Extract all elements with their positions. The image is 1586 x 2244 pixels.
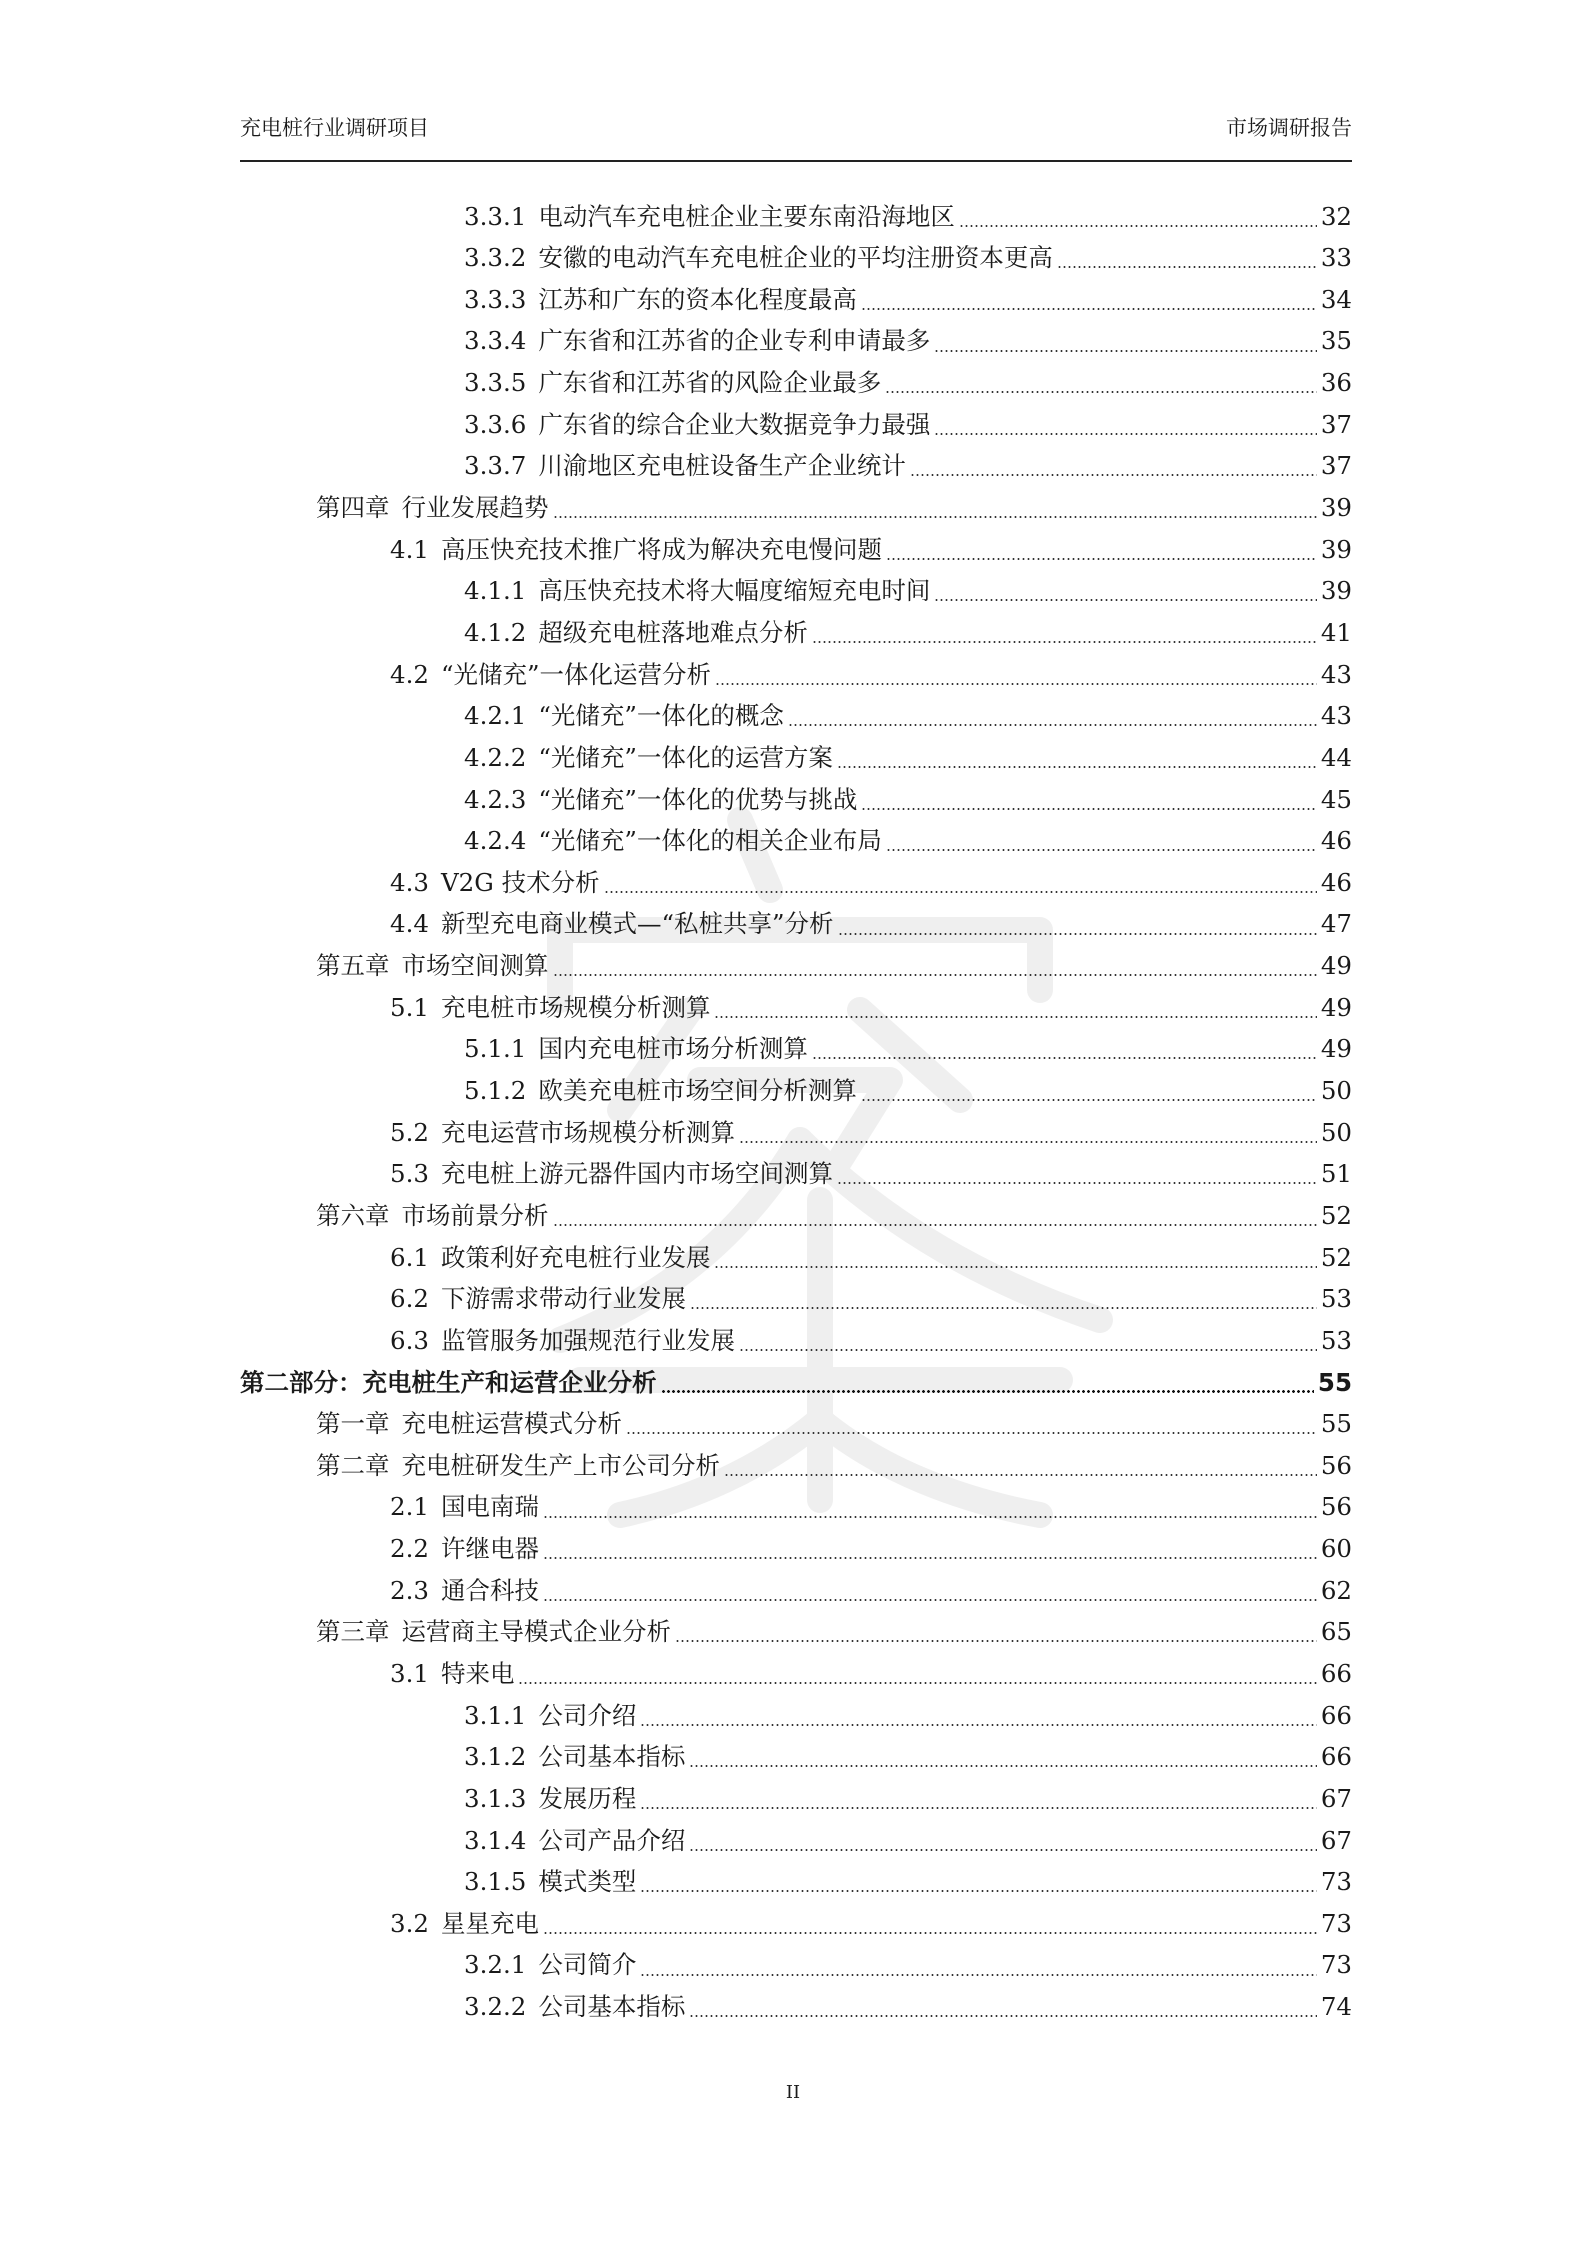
toc-entry-title: [464, 1034, 808, 1064]
toc-entry-number: 3.1.3: [464, 1783, 527, 1813]
toc-entry-page: 66: [1320, 1700, 1352, 1730]
toc-dot-leader: [640, 1724, 1316, 1726]
toc-entry-title: [240, 1367, 657, 1397]
toc-entry-title: [464, 617, 808, 647]
toc-entry-number: 4.3: [390, 867, 429, 897]
toc-entry-page: 45: [1320, 784, 1352, 814]
toc-entry-text: “光储充”一体化的概念: [538, 701, 784, 731]
toc-entry-page: 37: [1320, 451, 1352, 481]
toc-dot-leader: [812, 1057, 1317, 1059]
toc-entry[interactable]: [240, 1612, 1352, 1654]
toc-entry-text: 发展历程: [538, 1783, 637, 1813]
toc-entry[interactable]: [240, 238, 1352, 280]
toc-entry-text: 行业发展趋势: [401, 493, 549, 523]
toc-entry-number: 3.1.5: [464, 1867, 527, 1897]
toc-entry[interactable]: [240, 1945, 1352, 1987]
toc-entry-number: 3.3.5: [464, 368, 527, 398]
header-report-type: 市场调研报告: [1226, 116, 1352, 140]
toc-dot-leader: [714, 1266, 1316, 1268]
toc-entry-text: 许继电器: [440, 1534, 539, 1564]
toc-dot-leader: [543, 1599, 1317, 1601]
toc-entry-page: 55: [1317, 1367, 1352, 1397]
toc-entry-title: [390, 1534, 539, 1564]
toc-entry-number: 第四章: [316, 493, 390, 523]
toc-entry-title: [390, 1325, 735, 1355]
toc-entry-text: 充电桩运营模式分析: [401, 1409, 622, 1439]
toc-entry-number: 4.2.2: [464, 742, 527, 772]
toc-entry-text: 广东省的综合企业大数据竞争力最强: [538, 409, 931, 439]
toc-entry-text: 国内充电桩市场分析测算: [538, 1034, 808, 1064]
toc-entry-text: 公司简介: [538, 1950, 637, 1980]
toc-entry-number: 4.2: [390, 659, 429, 689]
toc-dot-leader: [724, 1474, 1317, 1476]
toc-entry-page: 41: [1320, 617, 1352, 647]
toc-entry-title: [464, 826, 882, 856]
toc-dot-leader: [837, 1182, 1317, 1184]
toc-entry-page: 34: [1320, 284, 1352, 314]
toc-entry-title: [464, 451, 906, 481]
toc-entry-number: 2.3: [390, 1575, 429, 1605]
toc-dot-leader: [543, 1516, 1317, 1518]
toc-entry-text: V2G 技术分析: [440, 867, 600, 897]
toc-dot-leader: [1057, 266, 1317, 268]
toc-entry-title: [464, 576, 931, 606]
toc-entry-page: 50: [1320, 1076, 1352, 1106]
toc-entry-page: 52: [1320, 1242, 1352, 1272]
toc-entry-text: 欧美充电桩市场空间分析测算: [538, 1076, 857, 1106]
toc-entry-page: 62: [1320, 1575, 1352, 1605]
toc-entry-page: 44: [1320, 742, 1352, 772]
toc-entry-text: 广东省和江苏省的企业专利申请最多: [538, 326, 931, 356]
toc-entry-title: [390, 909, 834, 939]
toc-entry-text: 电动汽车充电桩企业主要东南沿海地区: [538, 201, 955, 231]
toc-entry-text: 第二部分：充电桩生产和运营企业分析: [240, 1367, 657, 1397]
toc-entry-page: 39: [1320, 576, 1352, 606]
toc-entry-title: [390, 1575, 539, 1605]
toc-entry-text: 运营商主导模式企业分析: [401, 1617, 671, 1647]
toc-entry-text: 市场空间测算: [401, 951, 549, 981]
toc-entry[interactable]: [240, 612, 1352, 654]
toc-dot-leader: [861, 808, 1316, 810]
toc-dot-leader: [739, 1349, 1317, 1351]
toc-entry-title: [464, 1700, 637, 1730]
toc-entry[interactable]: [240, 363, 1352, 405]
toc-entry-title: [464, 1950, 637, 1980]
toc-entry-page: 36: [1320, 368, 1352, 398]
toc-dot-leader: [543, 1932, 1317, 1934]
toc-dot-leader: [838, 933, 1317, 935]
toc-entry-page: 46: [1320, 867, 1352, 897]
toc-entry[interactable]: [240, 1695, 1352, 1737]
toc-entry-text: 下游需求带动行业发展: [440, 1284, 686, 1314]
toc-entry-text: 模式类型: [538, 1867, 637, 1897]
toc-entry[interactable]: [240, 987, 1352, 1029]
toc-entry-title: [464, 1867, 637, 1897]
toc-entry-number: 3.3.2: [464, 243, 527, 273]
toc-entry-title: [464, 201, 955, 231]
toc-dot-leader: [934, 599, 1316, 601]
page-header: [240, 108, 1352, 162]
toc-entry-title: [464, 1783, 637, 1813]
toc-entry-number: 3.1.2: [464, 1742, 527, 1772]
toc-entry-number: 5.1.2: [464, 1076, 527, 1106]
toc-entry[interactable]: [240, 279, 1352, 321]
toc-dot-leader: [861, 308, 1317, 310]
toc-entry-title: [316, 1200, 549, 1230]
toc-entry-text: 江苏和广东的资本化程度最高: [538, 284, 857, 314]
toc-entry-number: 4.4: [390, 909, 429, 939]
toc-entry-title: [464, 784, 858, 814]
toc-entry-number: 3.1.1: [464, 1700, 527, 1730]
toc-entry-page: 43: [1320, 659, 1352, 689]
toc-entry[interactable]: [240, 654, 1352, 696]
toc-entry[interactable]: [240, 821, 1352, 863]
toc-dot-leader: [934, 433, 1316, 435]
toc-dot-leader: [689, 1765, 1316, 1767]
toc-dot-leader: [714, 1016, 1316, 1018]
toc-dot-leader: [640, 1890, 1316, 1892]
toc-dot-leader: [553, 516, 1317, 518]
toc-entry-number: 5.1.1: [464, 1034, 527, 1064]
toc-entry-number: 3.3.4: [464, 326, 527, 356]
toc-entry-number: 3.3.1: [464, 201, 527, 231]
toc-entry-page: 73: [1320, 1950, 1352, 1980]
toc-entry[interactable]: [240, 1237, 1352, 1279]
toc-dot-leader: [543, 1557, 1317, 1559]
toc-entry-page: 67: [1320, 1783, 1352, 1813]
toc-entry-number: 5.3: [390, 1159, 429, 1189]
toc-entry[interactable]: [240, 696, 1352, 738]
toc-entry[interactable]: [240, 862, 1352, 904]
toc-entry-page: 67: [1320, 1825, 1352, 1855]
toc-entry-title: [390, 1908, 539, 1938]
toc-entry[interactable]: [240, 737, 1352, 779]
toc-entry-title: [390, 1492, 539, 1522]
toc-entry-page: 66: [1320, 1658, 1352, 1688]
toc-entry-page: 60: [1320, 1534, 1352, 1564]
toc-entry[interactable]: [240, 446, 1352, 488]
toc-entry-number: 3.2.1: [464, 1950, 527, 1980]
toc-entry-title: [390, 867, 600, 897]
toc-entry-text: 超级充电桩落地难点分析: [538, 617, 808, 647]
toc-entry-text: 广东省和江苏省的风险企业最多: [538, 368, 882, 398]
toc-entry[interactable]: [240, 1029, 1352, 1071]
toc-entry-number: 3.3.6: [464, 409, 527, 439]
toc-dot-leader: [715, 683, 1317, 685]
toc-entry-number: 4.1: [390, 534, 429, 564]
toc-entry-text: “光储充”一体化运营分析: [440, 659, 712, 689]
toc-entry-number: 4.2.3: [464, 784, 527, 814]
toc-entry-page: 39: [1320, 493, 1352, 523]
toc-dot-leader: [959, 225, 1317, 227]
toc-entry-text: 新型充电商业模式—“私桩共享”分析: [440, 909, 834, 939]
toc-entry[interactable]: [240, 1487, 1352, 1529]
toc-entry-title: [316, 951, 549, 981]
toc-entry-page: 39: [1320, 534, 1352, 564]
toc-entry[interactable]: [240, 1778, 1352, 1820]
toc-entry-number: 6.3: [390, 1325, 429, 1355]
toc-entry[interactable]: [240, 1154, 1352, 1196]
toc-dot-leader: [689, 2015, 1316, 2017]
toc-entry-text: 公司基本指标: [538, 1992, 686, 2022]
toc-entry-text: 通合科技: [440, 1575, 539, 1605]
toc-entry-number: 4.2.1: [464, 701, 527, 731]
toc-dot-leader: [661, 1390, 1314, 1393]
toc-entry-number: 4.2.4: [464, 826, 527, 856]
toc-entry-title: [316, 1617, 671, 1647]
toc-entry-text: 充电桩研发生产上市公司分析: [401, 1450, 720, 1480]
toc-entry-number: 第五章: [316, 951, 390, 981]
toc-entry-title: [390, 659, 712, 689]
toc-entry[interactable]: [240, 904, 1352, 946]
toc-entry[interactable]: [240, 1112, 1352, 1154]
toc-entry[interactable]: [240, 1862, 1352, 1904]
toc-entry-title: [464, 1825, 686, 1855]
toc-entry-title: [390, 1658, 515, 1688]
toc-entry-page: 66: [1320, 1742, 1352, 1772]
toc-entry-page: 56: [1320, 1492, 1352, 1522]
toc-entry-page: 74: [1320, 1992, 1352, 2022]
toc-entry-number: 3.1.4: [464, 1825, 527, 1855]
toc-entry-text: 公司基本指标: [538, 1742, 686, 1772]
toc-dot-leader: [640, 1974, 1316, 1976]
toc-entry-title: [390, 992, 711, 1022]
toc-entry[interactable]: [240, 1195, 1352, 1237]
toc-entry-title: [390, 1159, 833, 1189]
toc-entry-text: 充电桩市场规模分析测算: [440, 992, 711, 1022]
toc-entry-title: [464, 742, 833, 772]
toc-dot-leader: [553, 1224, 1317, 1226]
toc-entry-number: 第六章: [316, 1200, 390, 1230]
toc-entry-page: 49: [1320, 951, 1352, 981]
toc-entry-text: 特来电: [440, 1658, 515, 1688]
toc-entry[interactable]: [240, 1903, 1352, 1945]
toc-entry-number: 第一章: [316, 1409, 390, 1439]
toc-entry[interactable]: [240, 1362, 1352, 1404]
toc-entry-title: [390, 534, 882, 564]
toc-entry-number: 4.1.1: [464, 576, 527, 606]
toc-entry-text: 充电运营市场规模分析测算: [440, 1117, 735, 1147]
toc-entry[interactable]: [240, 1653, 1352, 1695]
toc-dot-leader: [934, 350, 1316, 352]
toc-entry-title: [464, 368, 882, 398]
toc-entry[interactable]: [240, 529, 1352, 571]
toc-entry-page: 52: [1320, 1200, 1352, 1230]
toc-dot-leader: [910, 474, 1317, 476]
toc-entry-page: 50: [1320, 1117, 1352, 1147]
toc-entry-number: 第二章: [316, 1450, 390, 1480]
toc-entry[interactable]: [240, 404, 1352, 446]
toc-entry-page: 47: [1320, 909, 1352, 939]
toc-entry-page: 37: [1320, 409, 1352, 439]
toc-entry[interactable]: [240, 1987, 1352, 2029]
toc-entry-page: 33: [1320, 243, 1352, 273]
toc-entry-number: 5.1: [390, 992, 429, 1022]
toc-entry[interactable]: [240, 1820, 1352, 1862]
toc-entry[interactable]: [240, 1570, 1352, 1612]
toc-entry[interactable]: [240, 1070, 1352, 1112]
toc-entry-text: 高压快充技术推广将成为解决充电慢问题: [440, 534, 882, 564]
toc-entry[interactable]: [240, 1445, 1352, 1487]
toc-entry-page: 43: [1320, 701, 1352, 731]
toc-dot-leader: [689, 1849, 1316, 1851]
toc-entry-text: “光储充”一体化的相关企业布局: [538, 826, 882, 856]
toc-entry-number: 第三章: [316, 1617, 390, 1647]
toc-entry-title: [390, 1117, 735, 1147]
toc-entry[interactable]: [240, 571, 1352, 613]
toc-dot-leader: [553, 974, 1317, 976]
toc-dot-leader: [675, 1640, 1317, 1642]
toc-dot-leader: [886, 558, 1317, 560]
toc-dot-leader: [518, 1682, 1316, 1684]
toc-entry-text: 公司产品介绍: [538, 1825, 686, 1855]
toc-entry[interactable]: [240, 1404, 1352, 1446]
toc-entry-text: 充电桩上游元器件国内市场空间测算: [440, 1159, 833, 1189]
toc-entry-title: [464, 1742, 686, 1772]
toc-dot-leader: [604, 891, 1317, 893]
toc-entry-title: [464, 701, 784, 731]
toc-entry-title: [464, 326, 931, 356]
toc-entry-page: 53: [1320, 1284, 1352, 1314]
toc-entry-number: 2.1: [390, 1492, 429, 1522]
toc-dot-leader: [812, 641, 1317, 643]
toc-entry-title: [316, 493, 549, 523]
toc-dot-leader: [885, 391, 1316, 393]
toc-dot-leader: [739, 1141, 1317, 1143]
toc-entry-number: 6.1: [390, 1242, 429, 1272]
toc-dot-leader: [626, 1432, 1317, 1434]
toc-entry-text: 高压快充技术将大幅度缩短充电时间: [538, 576, 931, 606]
toc-entry[interactable]: [240, 779, 1352, 821]
toc-dot-leader: [886, 849, 1317, 851]
header-project-title: 充电桩行业调研项目: [240, 116, 429, 140]
toc-entry-text: 公司介绍: [538, 1700, 637, 1730]
toc-entry-number: 6.2: [390, 1284, 429, 1314]
toc-dot-leader: [690, 1307, 1317, 1309]
toc-entry-page: 46: [1320, 826, 1352, 856]
toc-entry-text: 监管服务加强规范行业发展: [440, 1325, 735, 1355]
toc-entry-text: 市场前景分析: [401, 1200, 549, 1230]
toc-entry-title: [316, 1409, 622, 1439]
toc-entry-text: “光储充”一体化的运营方案: [538, 742, 833, 772]
toc-dot-leader: [640, 1807, 1316, 1809]
toc-entry-page: 49: [1320, 992, 1352, 1022]
toc-entry-text: “光储充”一体化的优势与挑战: [538, 784, 858, 814]
toc-entry-number: 5.2: [390, 1117, 429, 1147]
toc-entry-page: 32: [1320, 201, 1352, 231]
toc-entry-text: 安徽的电动汽车充电桩企业的平均注册资本更高: [538, 243, 1053, 273]
toc-entry-title: [390, 1242, 711, 1272]
toc-dot-leader: [837, 766, 1317, 768]
toc-entry-title: [464, 1992, 686, 2022]
toc-dot-leader: [788, 724, 1317, 726]
toc-entry-page: 49: [1320, 1034, 1352, 1064]
toc-entry-page: 56: [1320, 1450, 1352, 1480]
toc-entry-title: [464, 243, 1053, 273]
toc-entry[interactable]: [240, 1737, 1352, 1779]
toc-entry-number: 2.2: [390, 1534, 429, 1564]
toc-entry-number: 3.3.7: [464, 451, 527, 481]
toc-entry-page: 65: [1320, 1617, 1352, 1647]
toc-entry-number: 3.3.3: [464, 284, 527, 314]
toc-dot-leader: [861, 1099, 1317, 1101]
toc-entry-page: 55: [1320, 1409, 1352, 1439]
toc-entry-number: 3.2.2: [464, 1992, 527, 2022]
toc-entry-title: [464, 284, 857, 314]
toc-entry[interactable]: [240, 1279, 1352, 1321]
toc-entry-text: 星星充电: [440, 1908, 539, 1938]
toc-entry[interactable]: [240, 196, 1352, 238]
toc-entry-title: [316, 1450, 720, 1480]
toc-entry-page: 51: [1320, 1159, 1352, 1189]
page-number: II: [785, 2082, 801, 2103]
toc-entry-text: 政策利好充电桩行业发展: [440, 1242, 711, 1272]
toc-entry-number: 3.1: [390, 1658, 429, 1688]
table-of-contents: [240, 196, 1352, 2028]
toc-entry-number: 4.1.2: [464, 617, 527, 647]
toc-entry-page: 73: [1320, 1908, 1352, 1938]
toc-entry-text: 川渝地区充电桩设备生产企业统计: [538, 451, 906, 481]
toc-entry[interactable]: [240, 487, 1352, 529]
toc-entry-page: 35: [1320, 326, 1352, 356]
toc-entry-text: 国电南瑞: [440, 1492, 539, 1522]
toc-entry-title: [464, 1076, 857, 1106]
toc-entry-title: [390, 1284, 686, 1314]
toc-entry-title: [464, 409, 931, 439]
toc-entry-number: 3.2: [390, 1908, 429, 1938]
toc-entry[interactable]: [240, 1529, 1352, 1571]
toc-entry-page: 53: [1320, 1325, 1352, 1355]
toc-entry-page: 73: [1320, 1867, 1352, 1897]
toc-entry[interactable]: [240, 321, 1352, 363]
toc-entry[interactable]: [240, 1320, 1352, 1362]
toc-entry[interactable]: [240, 946, 1352, 988]
